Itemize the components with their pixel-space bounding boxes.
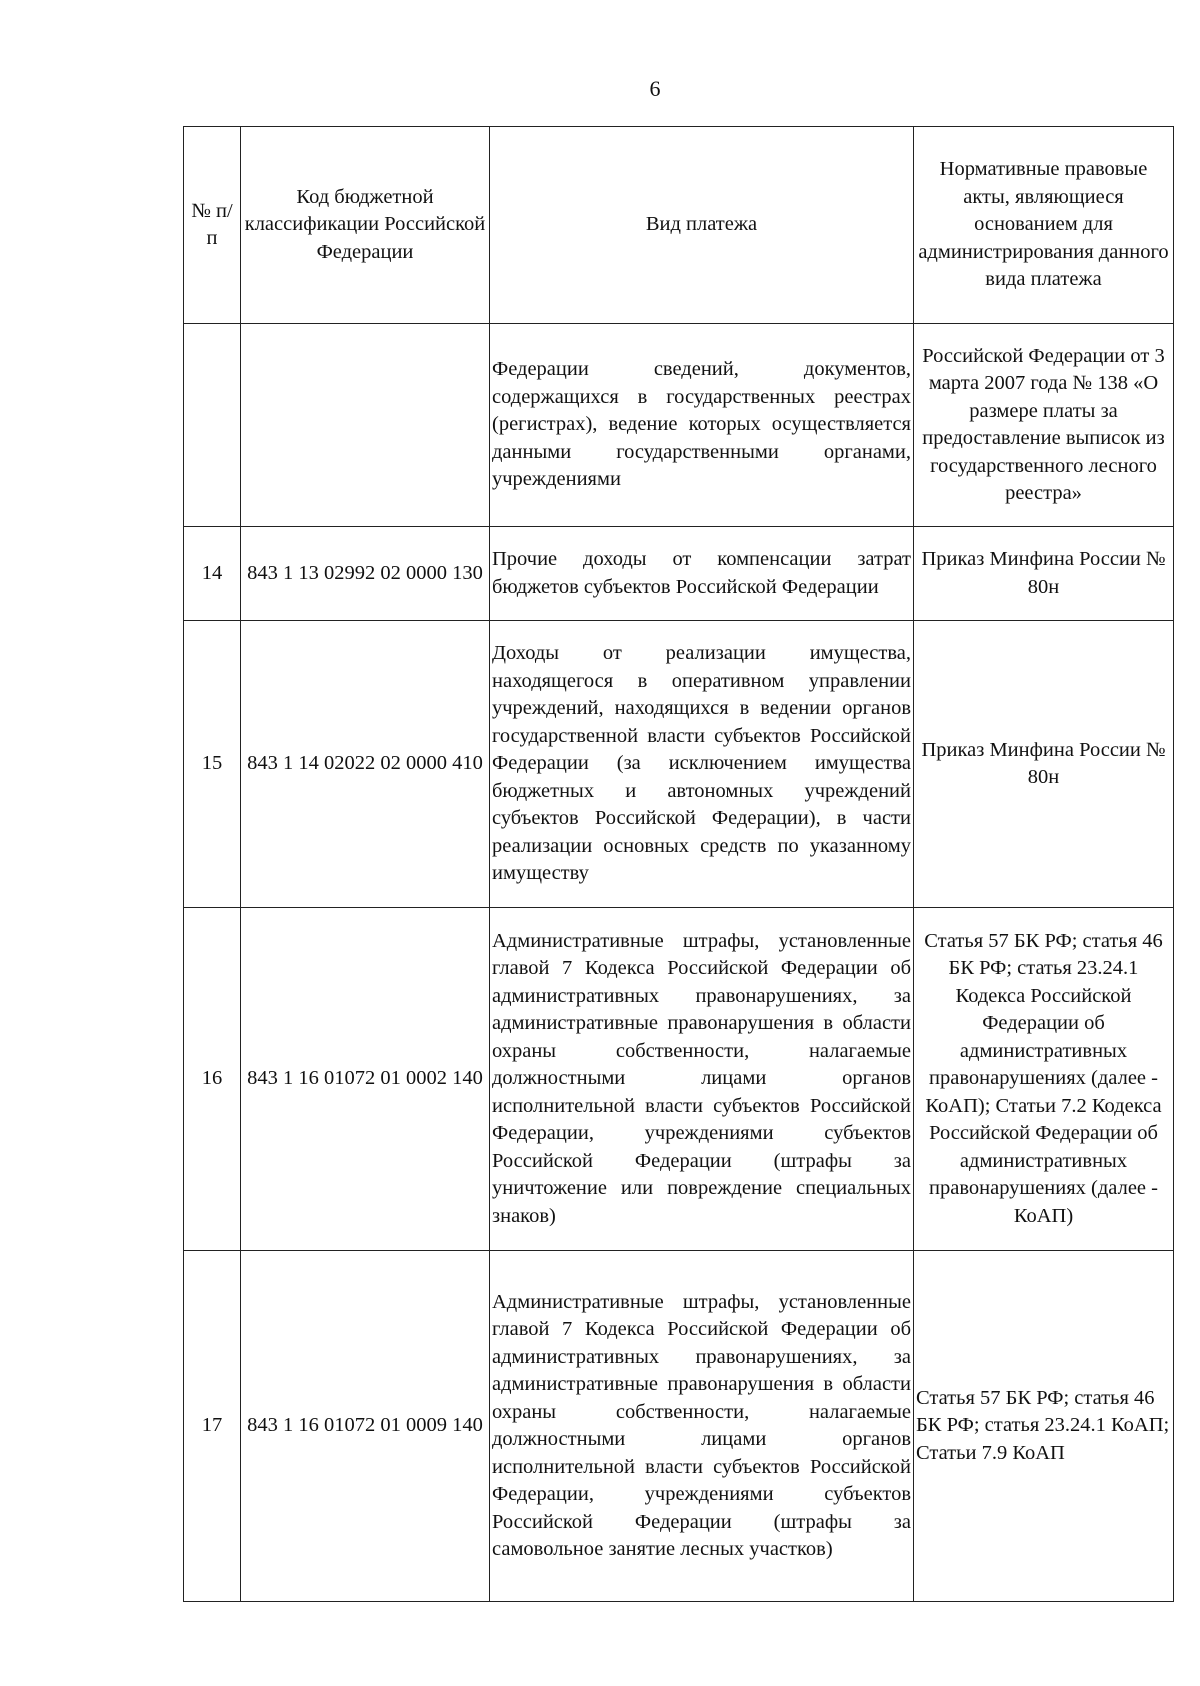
row-legal-acts: Приказ Минфина России № 80н (914, 621, 1174, 908)
row-num: 15 (184, 621, 241, 908)
page-number: 6 (649, 76, 661, 101)
row-code (241, 324, 490, 527)
header-code: Код бюджетной классификации Российской Федерации (241, 127, 490, 324)
table-row (184, 324, 1174, 527)
header-legal-acts: Нормативные правовые акты, являющиеся основанием для администрирования данного вида платежа (914, 127, 1174, 324)
row-legal-acts: Российской Федерации от 3 марта 2007 года № 138 «О размере платы за предоставление выписок из государственного лесного реестра» (914, 324, 1174, 527)
row-code: 843 1 14 02022 02 0000 410 (241, 621, 490, 908)
row-code: 843 1 13 02992 02 0000 130 (241, 527, 490, 621)
table-header-row (184, 127, 1174, 324)
row-num: 14 (184, 527, 241, 621)
row-num (184, 324, 241, 527)
row-payment-type: Прочие доходы от компенсации затрат бюджетов субъектов Российской Федерации (490, 527, 914, 621)
row-code: 843 1 16 01072 01 0009 140 (241, 1251, 490, 1602)
table-row (184, 1251, 1174, 1602)
row-payment-type: Административные штрафы, установленные главой 7 Кодекса Российской Федерации об административных правонарушениях, за административные правонарушения в области охраны собственности, налагаемые должностными лицами органов исполнительной власти субъектов Российской Федерации, учреждениями субъектов Российской Федерации (штрафы за самовольное занятие лесных участков) (490, 1251, 914, 1602)
table-row (184, 621, 1174, 908)
row-legal-acts: Статья 57 БК РФ; статья 46 БК РФ; статья 23.24.1 КоАП; Статьи 7.9 КоАП (914, 1251, 1174, 1602)
row-num: 17 (184, 1251, 241, 1602)
table-row (184, 908, 1174, 1251)
header-payment-type: Вид платежа (490, 127, 914, 324)
row-num: 16 (184, 908, 241, 1251)
table-row (184, 527, 1174, 621)
row-payment-type: Административные штрафы, установленные главой 7 Кодекса Российской Федерации об административных правонарушениях, за административные правонарушения в области охраны собственности, налагаемые должностными лицами органов исполнительной власти субъектов Российской Федерации, учреждениями субъектов Российской Федерации (штрафы за уничтожение или повреждение специальных знаков) (490, 908, 914, 1251)
row-legal-acts: Статья 57 БК РФ; статья 46 БК РФ; статья 23.24.1 Кодекса Российской Федерации об административных правонарушениях (далее - КоАП); Статьи 7.2 Кодекса Российской Федерации об административных правонарушениях (далее - КоАП) (914, 908, 1174, 1251)
row-code: 843 1 16 01072 01 0002 140 (241, 908, 490, 1251)
header-num: № п/п (184, 127, 241, 324)
budget-classification-table (183, 126, 1174, 1602)
row-payment-type: Доходы от реализации имущества, находящегося в оперативном управлении учреждений, находящихся в ведении органов государственной власти субъектов Российской Федерации (за исключением имущества бюджетных и автономных учреждений субъектов Российской Федерации), в части реализации основных средств по указанному имуществу (490, 621, 914, 908)
row-payment-type: Федерации сведений, документов, содержащихся в государственных реестрах (регистрах), ведение которых осуществляется данными государственными органами, учреждениями (490, 324, 914, 527)
row-legal-acts: Приказ Минфина России № 80н (914, 527, 1174, 621)
